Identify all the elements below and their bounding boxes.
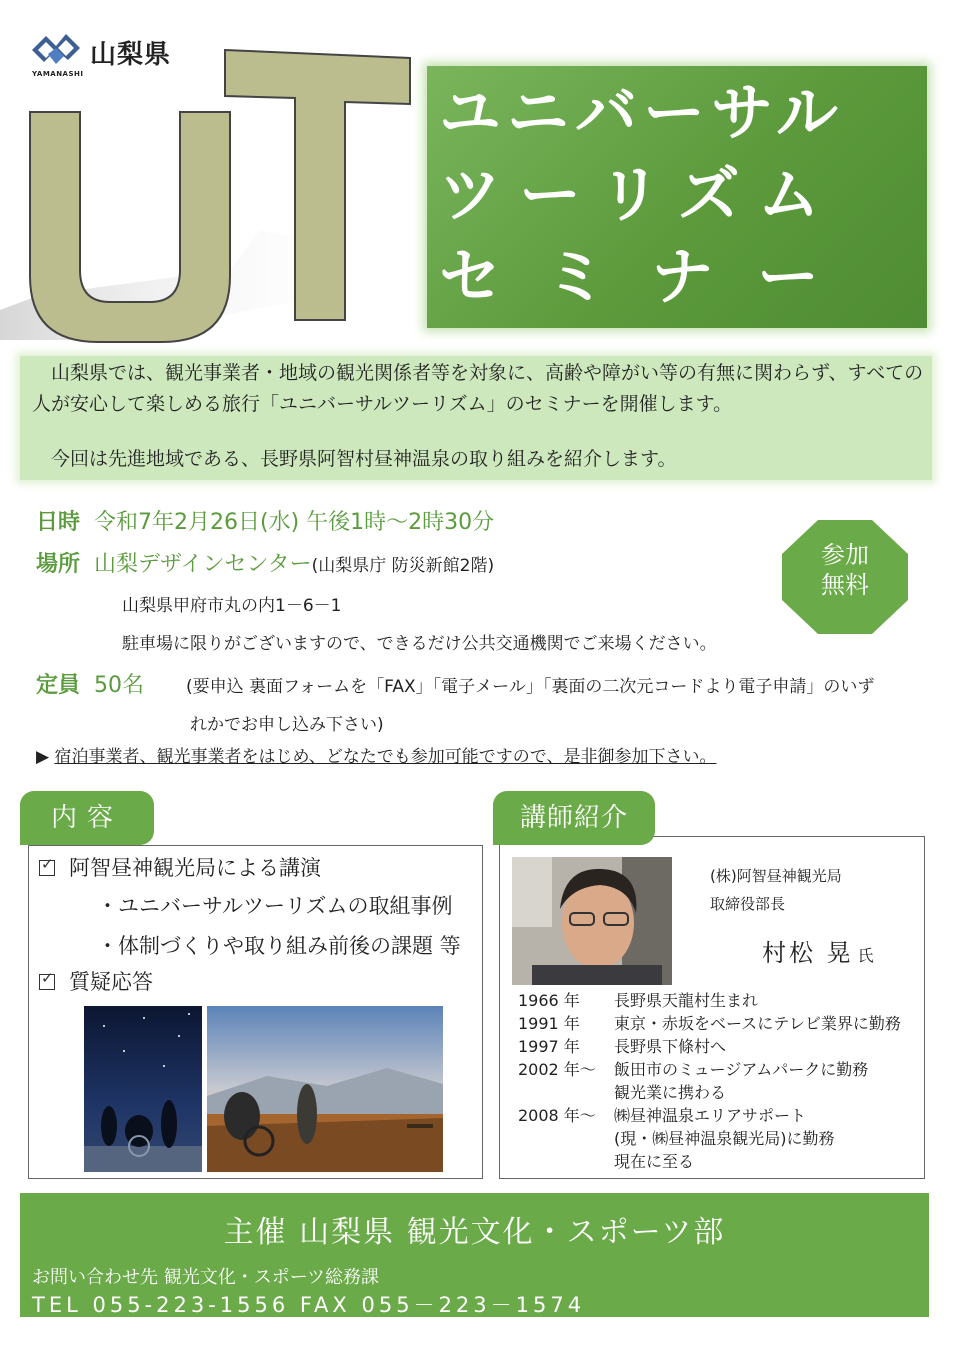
- content-item-1: [39, 852, 321, 882]
- bio-text: 現在に至る: [614, 1152, 695, 1171]
- content-item-4-text: 質疑応答: [69, 970, 153, 994]
- title-line-2: ツーリズム: [439, 158, 838, 231]
- intro-paragraph-1: 山梨県では、観光事業者・地域の観光関係者等を対象に、高齢や障がい等の有無に関わらず、すべての人が安心して楽しめる旅行「ユニバーサルツーリズム」のセミナーを開催します。: [32, 362, 924, 415]
- bio-text: 東京・赤坂をベースにテレビ業界に勤務: [614, 1014, 901, 1033]
- capacity-label: 定員: [36, 673, 81, 698]
- bio-year: 1991 年: [518, 1014, 580, 1033]
- title-line-1: ユニバーサル: [439, 76, 844, 149]
- content-item-1-text: 阿智昼神観光局による講演: [69, 856, 321, 880]
- ut-big-letters: [0, 40, 430, 350]
- tab-speaker: 講師紹介: [493, 791, 655, 845]
- intro-paragraph-2: 今回は先進地域である、長野県阿智村昼神温泉の取り組みを紹介します。: [51, 448, 677, 470]
- bio-year: [518, 1127, 614, 1150]
- bio-row: [518, 1012, 918, 1035]
- date-value: 令和7年2月26日(水) 午後1時～2時30分: [94, 510, 495, 535]
- content-box: [28, 845, 483, 1179]
- night-sky-photo: [84, 1006, 202, 1172]
- checkbox-icon: [39, 860, 55, 876]
- footer-host: 主催 山梨県 観光文化・スポーツ部: [223, 1215, 726, 1250]
- participation-note-text: 宿泊事業者、観光事業者をはじめ、どなたでも参加可能ですので、是非御参加下さい。: [54, 747, 717, 767]
- tab-content: 内容: [20, 791, 154, 845]
- content-item-3: ・体制づくりや取り組み前後の課題 等: [97, 934, 461, 958]
- place-row: [36, 547, 494, 578]
- capacity-row: [36, 668, 144, 699]
- speaker-honorific: 氏: [857, 946, 874, 965]
- bio-year: [518, 1081, 614, 1104]
- free-badge-text: [780, 540, 910, 600]
- bio-row: [518, 989, 918, 1012]
- bio-text: 長野県下條村へ: [614, 1037, 727, 1056]
- place-label: 場所: [36, 552, 81, 577]
- speaker-role: 取締役部長: [710, 895, 786, 913]
- triangle-bullet-icon: ▶: [36, 747, 50, 767]
- title-panel: [427, 66, 927, 328]
- footer-tel-fax: TEL 055-223-1556 FAX 055－223－1574: [32, 1293, 586, 1317]
- footer: [20, 1193, 929, 1317]
- parking-note: 駐車場に限りがございますので、できるだけ公共交通機関でご来場ください。: [122, 634, 717, 654]
- capacity-note-2: れかでお申し込み下さい): [190, 715, 384, 735]
- bio-row: [518, 1127, 918, 1150]
- footer-contact: お問い合わせ先 観光文化・スポーツ総務課: [32, 1267, 379, 1288]
- address: 山梨県甲府市丸の内1－6－1: [122, 596, 342, 616]
- mountain-sunrise-photo: [207, 1006, 443, 1172]
- bio-row: [518, 1150, 918, 1173]
- title-line-3: セミナー: [439, 240, 864, 313]
- bio-row: [518, 1104, 918, 1127]
- bio-row: [518, 1081, 918, 1104]
- bio-row: [518, 1058, 918, 1081]
- logo-subtitle: YAMANASHI: [32, 70, 84, 78]
- bio-text: (現・㈱昼神温泉観光局)に勤務: [614, 1129, 835, 1148]
- bio-text: ㈱昼神温泉エリアサポート: [614, 1106, 807, 1125]
- content-item-4: [39, 966, 153, 996]
- speaker-bio: [518, 989, 918, 1173]
- bio-text: 飯田市のミュージアムパークに勤務: [614, 1060, 869, 1079]
- speaker-box: [499, 836, 925, 1179]
- date-row: [36, 505, 494, 536]
- intro-panel: [20, 356, 932, 480]
- bio-year: 2008 年～: [518, 1106, 596, 1125]
- checkbox-icon: [39, 974, 55, 990]
- place-value: 山梨デザインセンター: [94, 552, 312, 577]
- speaker-organization: (株)阿智昼神観光局: [710, 867, 842, 885]
- content-item-2: ・ユニバーサルツーリズムの取組事例: [97, 894, 453, 918]
- logo-name: 山梨県: [90, 40, 172, 70]
- date-label: 日時: [36, 510, 81, 535]
- bio-year: 1966 年: [518, 991, 580, 1010]
- free-badge-line-1: 参加: [821, 541, 869, 569]
- bio-year: 2002 年～: [518, 1060, 596, 1079]
- speaker-name-line: [762, 933, 874, 968]
- bio-year: 1997 年: [518, 1037, 580, 1056]
- bio-row: [518, 1035, 918, 1058]
- place-note: (山梨県庁 防災新館2階): [311, 556, 495, 576]
- bio-text: 観光業に携わる: [614, 1083, 727, 1102]
- participation-note: [36, 742, 716, 767]
- free-badge-line-2: 無料: [821, 571, 869, 599]
- capacity-note-1: (要申込 裏面フォームを「FAX」「電子メール」「裏面の二次元コードより電子申請」のいず: [186, 677, 875, 697]
- bio-year: [518, 1150, 614, 1173]
- bio-text: 長野県天龍村生まれ: [614, 991, 759, 1010]
- speaker-name: 村松 晃: [762, 939, 854, 967]
- capacity-value: 50名: [94, 673, 145, 698]
- speaker-photo: [512, 857, 672, 985]
